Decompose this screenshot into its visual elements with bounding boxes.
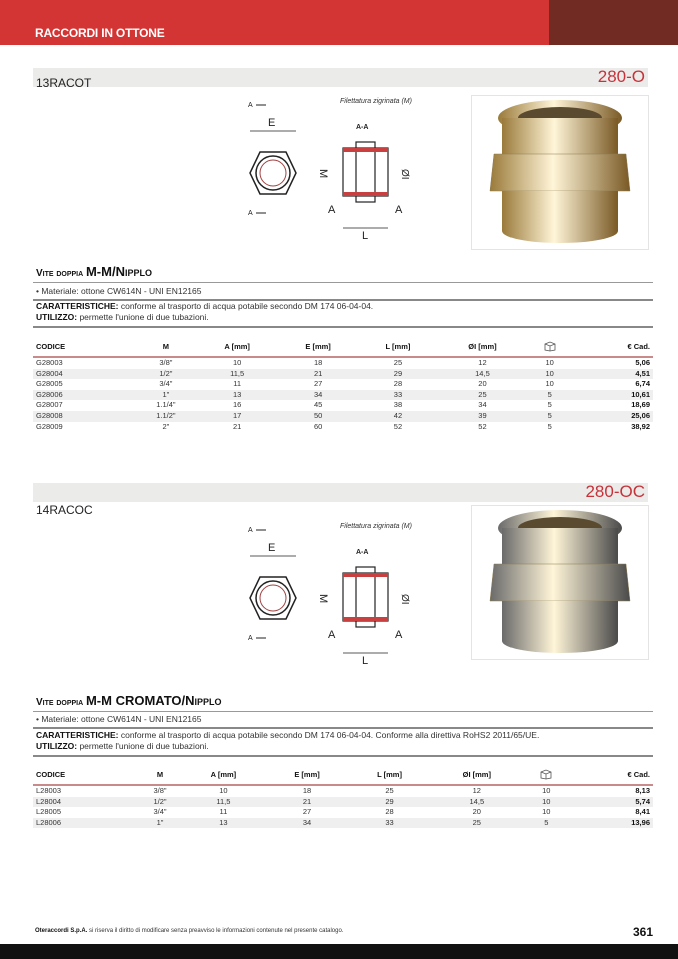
column-header: € Cad. [569, 765, 653, 785]
table-cell: L28006 [33, 818, 139, 829]
header-accent [549, 0, 678, 45]
divider [33, 755, 653, 757]
table-cell: 34 [278, 390, 359, 401]
table-cell: 42 [358, 411, 437, 422]
column-header: CODICE [33, 337, 135, 357]
table-cell: 1.1/4" [156, 400, 176, 410]
box-icon [527, 337, 571, 357]
table-cell: 45 [313, 400, 323, 410]
product-photo [471, 95, 649, 250]
footer-disclaimer: Oteraccordi S.p.A. si riserva il diritto di modificare senza preavviso le informazioni contenute nel presente catalogo. [35, 928, 344, 934]
table-cell: 25 [385, 786, 394, 795]
table-cell: 27 [302, 807, 312, 817]
table-cell: G28006 [33, 390, 135, 401]
column-header: L [mm] [349, 765, 431, 785]
product-ref: 14RACOC [36, 503, 93, 517]
svg-text:L: L [362, 655, 369, 667]
table-cell: 5 [527, 411, 571, 422]
table-cell: 33 [358, 390, 437, 401]
table-cell: 21 [265, 797, 348, 808]
table-cell: 29 [349, 797, 431, 808]
column-header: CODICE [33, 765, 139, 785]
table-cell: 39 [437, 411, 527, 422]
table-cell: 38 [393, 400, 403, 410]
table-cell: 10 [545, 358, 554, 367]
table-cell: 18 [302, 786, 312, 795]
table-cell: 5 [547, 421, 552, 431]
table-cell: 25 [437, 390, 527, 401]
table-cell: 3/8" [153, 786, 167, 795]
table-cell: 3/4" [159, 379, 173, 389]
column-header: A [mm] [197, 337, 278, 357]
table-cell: 5 [547, 400, 552, 410]
product-table [33, 337, 653, 432]
table-cell: 17 [197, 411, 278, 422]
table-cell: 10 [219, 786, 228, 795]
table-cell: G28007 [36, 400, 63, 410]
table-cell: 12 [478, 358, 487, 367]
table-cell: G28008 [33, 411, 135, 422]
table-cell: 10 [232, 358, 242, 367]
table-cell: 6,74 [635, 379, 650, 389]
divider [33, 727, 653, 729]
table-cell: 5 [523, 818, 569, 829]
table-row [33, 379, 653, 390]
table-cell: G28004 [33, 369, 135, 380]
product-code-bar [33, 68, 648, 87]
table-cell: 34 [478, 400, 487, 410]
column-header: ØI [mm] [430, 765, 523, 785]
column-header: E [mm] [278, 337, 359, 357]
table-cell: 11 [219, 807, 228, 817]
table-row [33, 807, 653, 818]
table-cell: 21 [232, 421, 242, 431]
table-cell: 2" [162, 421, 170, 431]
table-cell: 33 [349, 818, 431, 829]
table-cell: 38,92 [631, 421, 650, 431]
svg-text:A: A [248, 635, 253, 642]
table-cell: 13 [181, 818, 265, 829]
table-cell: 27 [313, 379, 323, 389]
table-row [33, 390, 653, 401]
column-header: L [mm] [358, 337, 437, 357]
column-header: € Cad. [572, 337, 653, 357]
table-cell: G28005 [36, 379, 63, 389]
svg-text:A: A [328, 204, 336, 216]
table-cell: 13,96 [569, 818, 653, 829]
technical-drawing [238, 93, 453, 243]
table-cell: 11,5 [181, 797, 265, 808]
thread-label: Filettatura zigrinata (M) [340, 523, 412, 530]
table-cell: 11 [233, 379, 242, 389]
table-cell: 28 [393, 379, 403, 389]
section-label: A-A [356, 124, 369, 131]
product-ref: 13RACOT [36, 76, 92, 90]
table-cell: 10,61 [572, 390, 653, 401]
table-cell: 10 [545, 379, 554, 389]
svg-text:M: M [317, 594, 329, 604]
table-cell: 52 [393, 421, 403, 431]
table-cell: 10 [542, 786, 551, 795]
product-code-bar [33, 483, 648, 502]
svg-text:E: E [268, 542, 276, 554]
footer-bar [0, 944, 678, 959]
box-icon [523, 765, 569, 785]
table-cell: 25 [430, 818, 523, 829]
table-cell: 25,06 [572, 411, 653, 422]
section-label: A-A [356, 549, 369, 556]
table-cell: 3/4" [153, 807, 167, 817]
table-cell: 34 [265, 818, 348, 829]
table-cell: 20 [478, 379, 487, 389]
svg-text:A: A [248, 210, 253, 217]
table-cell: 12 [472, 786, 481, 795]
column-header: M [139, 765, 182, 785]
table-cell: 60 [313, 421, 323, 431]
product-title: Vite doppia M-M/Nipplo [36, 264, 152, 279]
column-header: A [mm] [181, 765, 265, 785]
table-cell: 5,06 [635, 358, 650, 367]
table-cell: 14,5 [437, 369, 527, 380]
table-cell: 18,69 [631, 400, 650, 410]
svg-text:L: L [362, 230, 369, 242]
table-cell: 4,51 [572, 369, 653, 380]
column-header: E [mm] [265, 765, 348, 785]
table-cell: 29 [358, 369, 437, 380]
table-cell: 3/8" [159, 358, 173, 367]
table-row [33, 422, 653, 433]
table-cell: L28005 [36, 807, 62, 817]
table-cell: 14,5 [430, 797, 523, 808]
table-cell: 16 [232, 400, 242, 410]
material-text: • Materiale: ottone CW614N - UNI EN12165 [36, 286, 202, 296]
product-title: Vite doppia M-M CROMATO/Nipplo [36, 693, 222, 708]
characteristics-text: CARATTERISTICHE: conforme al trasporto di acqua potabile secondo DM 174 06-04-04. Conforme alla direttiva RoHS2 2011/65/UE. UTILIZZO: permette l'unione di due tubazioni. [36, 730, 540, 751]
table-cell: 20 [472, 807, 481, 817]
table-cell: 52 [478, 421, 487, 431]
table-cell: 11,5 [197, 369, 278, 380]
technical-drawing [238, 518, 453, 668]
table-row [33, 818, 653, 829]
svg-text:A: A [328, 629, 336, 641]
product-code: 280-OC [585, 482, 645, 501]
column-header: ØI [mm] [437, 337, 527, 357]
category-title: RACCORDI IN OTTONE [35, 26, 165, 40]
table-cell: 5,74 [569, 797, 653, 808]
product-table [33, 765, 653, 828]
table-row [33, 400, 653, 411]
table-row [33, 357, 653, 369]
table-cell: 50 [278, 411, 359, 422]
table-cell: 25 [393, 358, 403, 367]
table-cell: 18 [313, 358, 323, 367]
table-row [33, 411, 653, 422]
divider [33, 326, 653, 328]
svg-text:E: E [268, 117, 276, 129]
table-cell: 10 [523, 797, 569, 808]
svg-text:M: M [317, 169, 329, 179]
table-cell: 1.1/2" [135, 411, 196, 422]
table-row [33, 785, 653, 797]
table-cell: 10 [542, 807, 551, 817]
table-cell: 1" [139, 818, 182, 829]
table-cell: G28009 [36, 421, 63, 431]
table-cell: 10 [527, 369, 571, 380]
table-cell: 8,41 [635, 807, 650, 817]
table-row [33, 369, 653, 380]
divider [33, 282, 653, 283]
table-cell: L28003 [36, 786, 62, 795]
thread-label: Filettatura zigrinata (M) [340, 98, 412, 105]
table-cell: 8,13 [635, 786, 650, 795]
table-cell: 5 [527, 390, 571, 401]
page-number: 361 [632, 925, 653, 939]
table-cell: 1" [135, 390, 196, 401]
characteristics-text: CARATTERISTICHE: conforme al trasporto di acqua potabile secondo DM 174 06-04-04. UTILIZZO: permette l'unione di due tubazioni. [36, 301, 374, 322]
table-cell: L28004 [33, 797, 139, 808]
svg-text:A: A [248, 527, 253, 534]
svg-text:A: A [395, 629, 403, 641]
column-header: M [135, 337, 196, 357]
material-text: • Materiale: ottone CW614N - UNI EN12165 [36, 714, 202, 724]
svg-text:ØI: ØI [399, 594, 410, 605]
table-row [33, 797, 653, 808]
table-cell: 28 [385, 807, 394, 817]
table-cell: 13 [197, 390, 278, 401]
svg-text:A: A [395, 204, 403, 216]
table-cell: 1/2" [139, 797, 182, 808]
table-cell: G28003 [36, 358, 63, 367]
svg-text:A: A [248, 102, 253, 109]
svg-text:ØI: ØI [399, 169, 410, 180]
product-photo [471, 505, 649, 660]
product-code: 280-O [597, 67, 645, 86]
table-cell: 1/2" [135, 369, 196, 380]
table-cell: 21 [278, 369, 359, 380]
divider [33, 711, 653, 712]
